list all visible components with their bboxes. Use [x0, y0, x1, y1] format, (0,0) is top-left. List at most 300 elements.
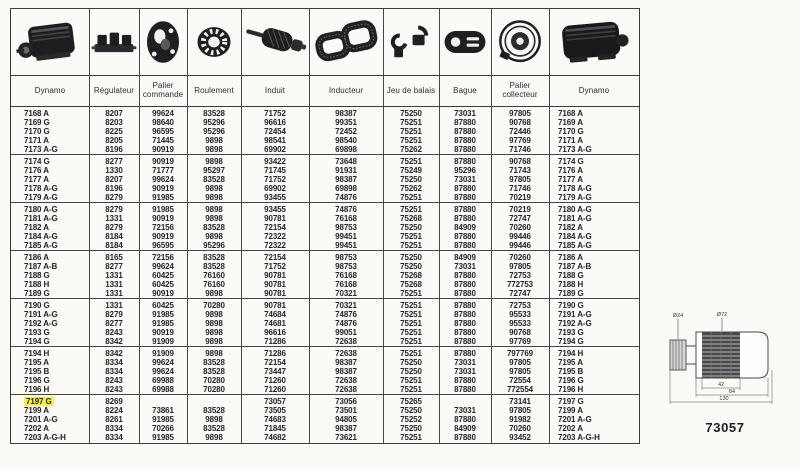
part-number-cell: 9898	[205, 349, 223, 358]
part-number-cell: 90768	[509, 117, 531, 127]
part-number-cell: 72322	[264, 231, 286, 241]
model-number-cell: 7184 A-G	[24, 231, 58, 241]
part-number-cell: 8196	[105, 144, 123, 154]
part-number-cell: 94805	[335, 414, 357, 424]
row-group	[11, 203, 639, 251]
part-number-cell: 83528	[203, 109, 225, 118]
part-number-cell: 72454	[264, 126, 286, 136]
part-number-cell: 69988	[152, 384, 174, 394]
row-group	[11, 155, 639, 203]
part-number-cell: 91985	[152, 318, 174, 328]
part-number-cell: 83528	[203, 261, 225, 271]
part-number-cell: 98753	[335, 261, 357, 271]
part-number-cell: 76168	[335, 279, 357, 289]
column-header-jeu-de-balais: Jeu de balais	[386, 85, 436, 95]
part-number-cell: 74876	[335, 309, 357, 319]
model-number-cell: 7182 A	[24, 222, 49, 232]
model-number-cell: 7203 A-G-H	[558, 432, 600, 442]
model-number-cell: 7196 H	[24, 384, 50, 394]
model-number-cell: 7186 A	[558, 253, 583, 262]
part-number-cell: 69898	[335, 144, 357, 154]
part-number-cell: 8205	[105, 135, 123, 145]
model-number-cell: 7182 A	[558, 222, 583, 232]
part-number-cell: 72154	[264, 253, 286, 262]
part-number-cell: 9898	[205, 318, 223, 328]
model-number-cell: 7194 G	[24, 336, 50, 346]
model-number-cell: 7193 G	[558, 327, 584, 337]
part-number-cell: 99624	[152, 109, 174, 118]
row-group	[11, 395, 639, 443]
technical-drawing	[650, 306, 800, 435]
part-number-cell: 70219	[509, 192, 531, 202]
part-number-cell: 90781	[264, 213, 286, 223]
table-row	[11, 338, 639, 347]
part-number-cell: 73501	[335, 405, 357, 415]
part-number-cell: 73031	[454, 261, 476, 271]
column-divider	[139, 9, 140, 443]
part-number-cell: 69902	[264, 144, 286, 154]
dynamo-front-icon	[11, 9, 89, 75]
column-divider	[241, 9, 242, 443]
part-number-cell: 9898	[205, 135, 223, 145]
part-number-cell: 60425	[152, 301, 174, 310]
part-number-cell: 70321	[335, 288, 357, 298]
part-number-cell: 87880	[454, 327, 476, 337]
parts-image-row	[11, 9, 639, 76]
armature-icon	[241, 9, 309, 75]
part-number-cell: 87880	[454, 301, 476, 310]
part-number-cell: 95297	[203, 165, 225, 175]
part-number-cell: 73505	[264, 405, 286, 415]
part-number-cell: 75250	[400, 366, 422, 376]
part-number-cell: 75251	[400, 349, 422, 358]
part-number-cell: 95296	[203, 117, 225, 127]
part-number-cell: 71286	[264, 336, 286, 346]
part-number-cell: 90919	[152, 213, 174, 223]
column-header-regulateur: Régulateur	[93, 85, 135, 95]
model-number-cell: 7171 A	[558, 135, 583, 145]
model-number-cell: 7188 G	[24, 270, 50, 280]
model-number-cell: 7188 H	[558, 279, 584, 289]
part-number-cell: 75251	[400, 157, 422, 166]
part-number-cell: 95533	[509, 318, 531, 328]
model-number-cell: 7169 G	[24, 117, 50, 127]
part-number-cell: 75251	[400, 240, 422, 250]
part-number-cell: 87880	[454, 157, 476, 166]
part-number-cell: 87880	[454, 318, 476, 328]
part-number-cell: 90919	[152, 144, 174, 154]
part-number-cell: 90919	[152, 288, 174, 298]
part-number-cell: 70280	[203, 301, 225, 310]
part-number-cell: 74684	[264, 309, 286, 319]
part-number-cell: 8342	[105, 336, 123, 346]
parts-table	[10, 8, 640, 444]
part-number-cell: 9898	[205, 336, 223, 346]
column-header-dynamo-right: Dynamo	[578, 85, 610, 95]
part-number-cell: 98387	[335, 109, 357, 118]
part-number-cell: 95296	[454, 165, 476, 175]
part-number-cell: 75250	[400, 174, 422, 184]
part-number-cell: 71260	[264, 384, 286, 394]
part-number-cell: 98387	[335, 423, 357, 433]
part-number-cell: 99624	[152, 366, 174, 376]
part-number-cell: 83528	[203, 253, 225, 262]
part-number-cell: 8207	[105, 109, 123, 118]
part-number-cell: 73056	[335, 397, 357, 406]
part-number-cell: 83528	[203, 174, 225, 184]
part-number-cell: 1331	[105, 301, 123, 310]
model-number-cell: 7194 H	[558, 349, 584, 358]
column-divider	[549, 9, 550, 443]
dim-length-mid: 84	[728, 389, 736, 395]
field-coil-icon	[309, 9, 383, 75]
model-number-cell: 7202 A	[558, 423, 583, 433]
part-number-cell: 1330	[105, 165, 123, 175]
brush-set-icon	[383, 9, 439, 75]
model-number-cell: 7196 G	[558, 375, 584, 385]
part-number-cell: 98387	[335, 357, 357, 367]
part-number-cell: 8261	[105, 414, 123, 424]
part-number-cell: 8277	[105, 157, 123, 166]
part-number-cell: 75250	[400, 261, 422, 271]
model-number-cell: 7194 H	[24, 349, 50, 358]
part-number-cell: 75250	[400, 357, 422, 367]
part-number-cell: 8207	[105, 174, 123, 184]
part-number-cell: 8203	[105, 117, 123, 127]
part-number-cell: 8165	[105, 253, 123, 262]
part-number-cell: 75262	[400, 144, 422, 154]
part-number-cell: 75251	[400, 384, 422, 394]
part-number-cell: 8334	[105, 423, 123, 433]
part-number-cell: 75268	[400, 270, 422, 280]
part-number-cell: 87880	[454, 117, 476, 127]
model-number-cell: 7186 A	[24, 253, 49, 262]
part-number-cell: 87880	[454, 279, 476, 289]
part-number-cell: 71260	[264, 375, 286, 385]
part-number-cell: 71743	[509, 165, 531, 175]
model-number-cell: 7195 B	[558, 366, 584, 376]
part-number-cell: 87880	[454, 414, 476, 424]
part-number-cell: 91985	[152, 432, 174, 442]
model-number-cell: 7203 A-G-H	[24, 432, 66, 442]
part-number-cell: 93452	[509, 432, 531, 442]
part-number-cell: 72638	[335, 336, 357, 346]
part-number-cell: 91985	[152, 309, 174, 319]
part-number-cell: 75251	[400, 126, 422, 136]
bearing-icon	[187, 9, 241, 75]
part-number-cell: 70260	[509, 423, 531, 433]
part-number-cell: 75251	[400, 205, 422, 214]
part-number-cell: 9898	[205, 432, 223, 442]
model-number-cell: 7179 A-G	[558, 192, 592, 202]
part-number-cell: 75251	[400, 432, 422, 442]
part-number-cell: 93455	[264, 192, 286, 202]
part-number-cell: 87880	[454, 135, 476, 145]
part-number-cell: 75262	[400, 183, 422, 193]
part-number-cell: 75251	[400, 309, 422, 319]
part-number-cell: 75251	[400, 117, 422, 127]
part-number-cell: 71752	[264, 109, 286, 118]
part-number-cell: 75250	[400, 405, 422, 415]
part-number-cell: 8243	[105, 327, 123, 337]
part-number-cell: 74681	[264, 318, 286, 328]
part-number-cell: 8184	[105, 240, 123, 250]
part-number-cell: 99624	[152, 357, 174, 367]
part-number-cell: 73031	[454, 405, 476, 415]
column-header-palier-commande: Palier commande	[142, 81, 184, 99]
part-number-cell: 72753	[509, 301, 531, 310]
part-number-cell: 9898	[205, 157, 223, 166]
part-number-cell: 9898	[205, 183, 223, 193]
model-number-cell: 7179 A-G	[24, 192, 58, 202]
part-number-cell: 1331	[105, 288, 123, 298]
drawing-part-number: 73057	[705, 420, 745, 435]
model-number-cell: 7191 A-G	[24, 309, 58, 319]
dim-diameter-left: Ø24	[672, 313, 684, 319]
part-number-cell: 87880	[454, 213, 476, 223]
part-number-cell: 97769	[509, 336, 531, 346]
model-number-cell: 7196 G	[24, 375, 50, 385]
part-number-cell: 71752	[264, 261, 286, 271]
part-number-cell: 72753	[509, 270, 531, 280]
part-number-cell: 70280	[203, 384, 225, 394]
model-number-cell: 7176 A	[24, 165, 49, 175]
model-number-cell: 7177 A	[24, 174, 49, 184]
part-number-cell: 76168	[335, 213, 357, 223]
part-number-cell: 8184	[105, 231, 123, 241]
model-number-cell: 7190 G	[24, 301, 50, 310]
part-drawing-sketch	[650, 306, 800, 406]
part-number-cell: 87880	[454, 349, 476, 358]
part-number-cell: 87880	[454, 192, 476, 202]
part-number-cell: 70266	[152, 423, 174, 433]
part-number-cell: 97805	[509, 405, 531, 415]
model-number-cell: 7185 A-G	[24, 240, 58, 250]
part-number-cell: 96595	[152, 240, 174, 250]
part-number-cell: 87880	[454, 309, 476, 319]
part-number-cell: 75251	[400, 135, 422, 145]
model-number-cell: 7169 A	[558, 117, 583, 127]
part-number-cell: 99446	[509, 240, 531, 250]
model-number-cell: 7168 A	[24, 109, 49, 118]
model-number-cell: 7188 H	[24, 279, 50, 289]
part-number-cell: 90919	[152, 231, 174, 241]
part-number-cell: 70321	[335, 301, 357, 310]
model-number-cell: 7201 A-G	[558, 414, 592, 424]
column-header-dynamo-left: Dynamo	[34, 85, 66, 95]
part-number-cell: 71745	[264, 165, 286, 175]
part-number-cell: 90919	[152, 327, 174, 337]
part-number-cell: 90768	[509, 157, 531, 166]
part-number-cell: 75250	[400, 222, 422, 232]
part-number-cell: 73031	[454, 109, 476, 118]
model-number-cell: 7194 G	[558, 336, 584, 346]
part-number-cell: 96595	[152, 126, 174, 136]
part-number-cell: 72638	[335, 375, 357, 385]
part-number-cell: 72156	[152, 253, 174, 262]
part-number-cell: 87880	[454, 183, 476, 193]
part-number-cell: 8279	[105, 192, 123, 202]
part-number-cell: 73057	[264, 397, 286, 406]
part-number-cell: 90781	[264, 279, 286, 289]
part-number-cell: 71746	[509, 144, 531, 154]
part-number-cell: 74876	[335, 192, 357, 202]
part-number-cell: 96616	[264, 327, 286, 337]
model-number-cell: 7174 G	[558, 157, 584, 166]
part-number-cell: 8269	[105, 397, 123, 406]
model-number-cell: 7173 A-G	[558, 144, 592, 154]
part-number-cell: 87880	[454, 432, 476, 442]
part-number-cell: 9898	[205, 192, 223, 202]
part-number-cell: 75251	[400, 192, 422, 202]
part-number-cell: 9898	[205, 327, 223, 337]
part-number-cell: 98753	[335, 222, 357, 232]
part-number-cell: 8225	[105, 126, 123, 136]
part-number-cell: 83528	[203, 423, 225, 433]
part-number-cell: 76160	[203, 270, 225, 280]
part-number-cell: 84909	[454, 222, 476, 232]
column-header-palier-collecteur: Palier collecteur	[502, 81, 538, 99]
part-number-cell: 74876	[335, 205, 357, 214]
model-number-cell: 7168 A	[558, 109, 583, 118]
part-number-cell: 90768	[509, 327, 531, 337]
model-number-cell: 7190 G	[558, 301, 584, 310]
part-number-cell: 99446	[509, 231, 531, 241]
part-number-cell: 8279	[105, 222, 123, 232]
model-number-cell: 7177 A	[558, 174, 583, 184]
dim-diameter-body: Ø72	[716, 312, 728, 318]
part-number-cell: 75251	[400, 375, 422, 385]
part-number-cell: 90781	[264, 270, 286, 280]
part-number-cell: 74876	[335, 318, 357, 328]
part-number-cell: 72154	[264, 222, 286, 232]
part-number-cell: 73031	[454, 174, 476, 184]
part-number-cell: 96616	[264, 117, 286, 127]
part-number-cell: 69898	[335, 183, 357, 193]
model-number-cell: 7197 G	[558, 397, 584, 406]
part-number-cell: 97805	[509, 261, 531, 271]
part-number-cell: 72156	[152, 222, 174, 232]
part-number-cell: 8334	[105, 366, 123, 376]
model-number-cell: 7174 G	[24, 157, 50, 166]
dim-length-total: 130	[719, 396, 729, 402]
table-row	[11, 434, 639, 443]
part-number-cell: 74683	[264, 414, 286, 424]
part-number-cell: 8224	[105, 405, 123, 415]
model-number-cell: 7171 A	[24, 135, 49, 145]
part-number-cell: 772554	[506, 384, 534, 394]
part-number-cell: 72446	[509, 126, 531, 136]
part-number-cell: 71752	[264, 174, 286, 184]
part-number-cell: 99451	[335, 231, 357, 241]
model-number-cell	[11, 398, 89, 407]
part-number-cell: 75251	[400, 231, 422, 241]
part-number-cell: 83528	[203, 366, 225, 376]
table-row	[11, 242, 639, 251]
part-number-cell: 70260	[509, 253, 531, 262]
part-number-cell: 75249	[400, 165, 422, 175]
model-number-cell: 7192 A-G	[558, 318, 592, 328]
part-number-cell: 90919	[152, 183, 174, 193]
part-number-cell: 8279	[105, 309, 123, 319]
regulator-icon	[89, 9, 139, 75]
model-number-cell: 7178 A-G	[558, 183, 592, 193]
part-number-cell: 9898	[205, 414, 223, 424]
part-number-cell: 87880	[454, 336, 476, 346]
part-number-cell: 87880	[454, 126, 476, 136]
part-number-cell: 8196	[105, 183, 123, 193]
part-number-cell: 60425	[152, 279, 174, 289]
part-number-cell: 772753	[506, 279, 534, 289]
part-number-cell: 90781	[264, 288, 286, 298]
row-group	[11, 251, 639, 299]
part-number-cell: 75251	[400, 301, 422, 310]
part-number-cell: 70260	[509, 222, 531, 232]
part-number-cell: 99624	[152, 174, 174, 184]
part-number-cell: 90781	[264, 301, 286, 310]
part-number-cell: 72747	[509, 213, 531, 223]
part-number-cell: 9898	[205, 213, 223, 223]
part-number-cell: 95533	[509, 309, 531, 319]
part-number-cell: 83528	[203, 405, 225, 415]
column-header-bague: Bague	[453, 85, 477, 95]
part-number-cell: 73648	[335, 157, 357, 166]
part-number-cell: 72154	[264, 357, 286, 367]
part-number-cell: 9898	[205, 309, 223, 319]
part-number-cell: 99624	[152, 261, 174, 271]
part-number-cell: 69902	[264, 183, 286, 193]
model-number-cell: 7191 A-G	[558, 309, 592, 319]
model-number-cell: 7193 G	[24, 327, 50, 337]
part-number-cell: 8334	[105, 432, 123, 442]
row-group	[11, 347, 639, 395]
part-number-cell: 71777	[152, 165, 174, 175]
part-number-cell: 70280	[203, 375, 225, 385]
part-number-cell: 98387	[335, 174, 357, 184]
part-number-cell: 90919	[152, 157, 174, 166]
part-number-cell: 8342	[105, 349, 123, 358]
model-number-cell: 7178 A-G	[24, 183, 58, 193]
column-divider	[89, 9, 90, 443]
model-number-cell: 7180 A-G	[24, 205, 58, 214]
highlight-marker: 7197 G	[26, 397, 52, 406]
model-number-cell: 7195 A	[24, 357, 49, 367]
part-number-cell: 8243	[105, 384, 123, 394]
table-body	[11, 107, 639, 443]
part-number-cell: 98753	[335, 253, 357, 262]
part-number-cell: 73861	[152, 405, 174, 415]
model-number-cell: 7195 B	[24, 366, 50, 376]
part-number-cell: 75251	[400, 327, 422, 337]
part-number-cell: 99351	[335, 117, 357, 127]
part-number-cell: 95296	[203, 126, 225, 136]
part-number-cell: 98640	[152, 117, 174, 127]
part-number-cell: 84909	[454, 253, 476, 262]
part-number-cell: 9898	[205, 231, 223, 241]
part-number-cell: 97805	[509, 366, 531, 376]
part-number-cell: 72638	[335, 384, 357, 394]
part-number-cell: 98387	[335, 366, 357, 376]
part-number-cell: 75251	[400, 318, 422, 328]
part-number-cell: 1331	[105, 279, 123, 289]
part-number-cell: 75250	[400, 253, 422, 262]
part-number-cell: 72452	[335, 126, 357, 136]
model-number-cell: 7189 G	[558, 288, 584, 298]
part-number-cell: 73031	[454, 366, 476, 376]
column-header-induit: Induit	[264, 85, 286, 95]
part-number-cell: 75268	[400, 279, 422, 289]
part-number-cell: 91985	[152, 205, 174, 214]
